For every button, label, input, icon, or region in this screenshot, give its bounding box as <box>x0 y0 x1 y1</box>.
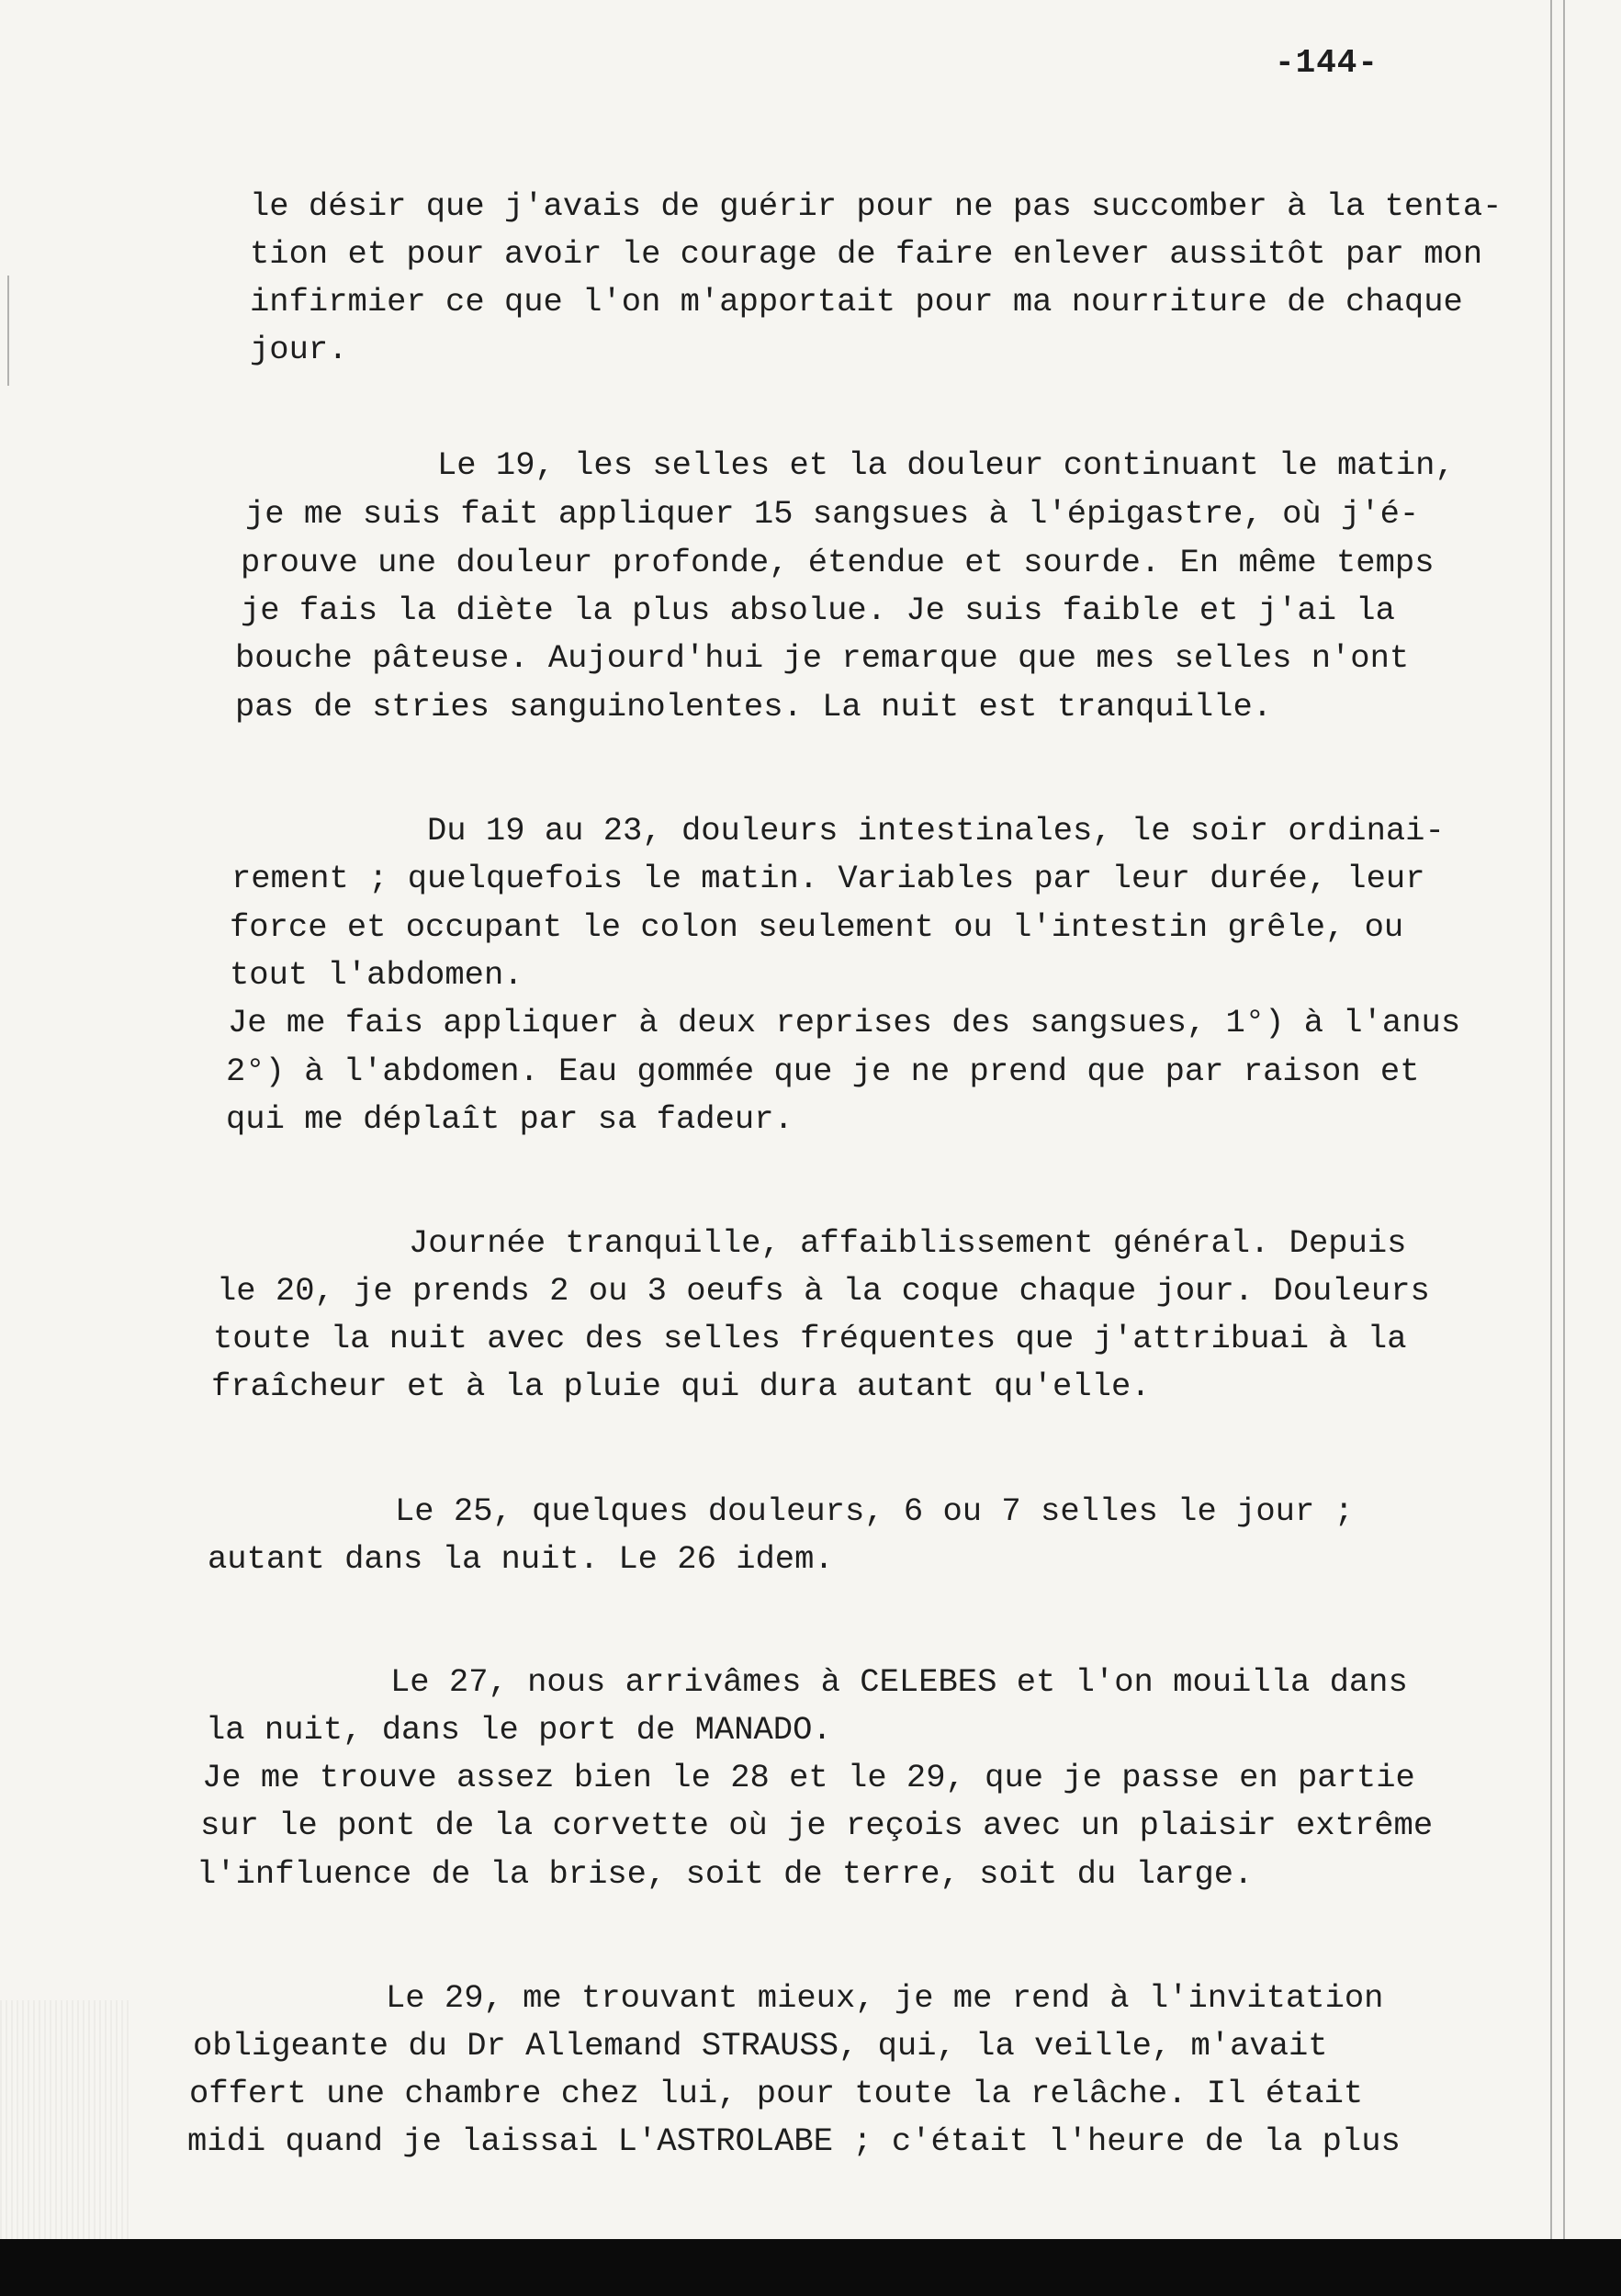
text-line: tion et pour avoir le courage de faire enlever aussitôt par mon <box>250 235 1483 273</box>
scan-edge-line <box>1563 0 1565 2241</box>
text-line: obligeante du Dr Allemand STRAUSS, qui, la veille, m'avait <box>193 2027 1328 2065</box>
scan-edge-line <box>7 276 9 386</box>
text-line: autant dans la nuit. Le 26 idem. <box>208 1540 834 1578</box>
text-line: Le 29, me trouvant mieux, je me rend à l'invitation <box>386 1979 1384 2017</box>
scan-edge-line <box>1550 0 1552 2241</box>
text-line: force et occupant le colon seulement ou l'intestin grêle, ou <box>230 908 1404 946</box>
text-line: le 20, je prends 2 ou 3 oeufs à la coque chaque jour. Douleurs <box>217 1272 1430 1310</box>
text-line: toute la nuit avec des selles fréquentes que j'attribuai à la <box>213 1320 1407 1357</box>
text-line: Journée tranquille, affaiblissement général. Depuis <box>409 1224 1407 1262</box>
text-line: prouve une douleur profonde, étendue et sourde. En même temps <box>241 544 1435 581</box>
text-line: pas de stries sanguinolentes. La nuit est tranquille. <box>235 688 1273 726</box>
text-line: midi quand je laissai L'ASTROLABE ; c'était l'heure de la plus <box>187 2122 1401 2160</box>
scan-bottom-border <box>0 2239 1621 2296</box>
text-line: tout l'abdomen. <box>230 956 523 994</box>
scan-noise <box>0 2000 129 2239</box>
text-line: offert une chambre chez lui, pour toute la relâche. Il était <box>189 2075 1364 2112</box>
page-number: -144- <box>1275 44 1379 82</box>
text-line: Du 19 au 23, douleurs intestinales, le soir ordinai- <box>427 812 1445 850</box>
text-line: jour. <box>250 331 348 368</box>
text-line: infirmier ce que l'on m'apportait pour ma nourriture de chaque <box>250 283 1463 321</box>
text-line: sur le pont de la corvette où je reçois avec un plaisir extrême <box>200 1806 1434 1844</box>
text-line: Le 19, les selles et la douleur continuant le matin, <box>437 446 1455 484</box>
text-line: fraîcheur et à la pluie qui dura autant qu'elle. <box>211 1367 1151 1405</box>
text-line: Le 25, quelques douleurs, 6 ou 7 selles le jour ; <box>395 1492 1354 1530</box>
text-line: 2°) à l'abdomen. Eau gommée que je ne prend que par raison et <box>226 1052 1420 1090</box>
text-line: rement ; quelquefois le matin. Variables par leur durée, leur <box>231 860 1425 897</box>
text-line: Je me fais appliquer à deux reprises des sangsues, 1°) à l'anus <box>228 1004 1461 1041</box>
text-line: je fais la diète la plus absolue. Je suis faible et j'ai la <box>241 591 1395 629</box>
text-line: Le 27, nous arrivâmes à CELEBES et l'on mouilla dans <box>390 1663 1408 1701</box>
text-line: je me suis fait appliquer 15 sangsues à l'épigastre, où j'é- <box>245 495 1420 533</box>
text-line: la nuit, dans le port de MANADO. <box>206 1711 832 1749</box>
text-line: bouche pâteuse. Aujourd'hui je remarque que mes selles n'ont <box>235 639 1410 677</box>
text-line: l'influence de la brise, soit de terre, soit du large. <box>197 1855 1254 1893</box>
text-line: le désir que j'avais de guérir pour ne pas succomber à la tenta- <box>250 187 1503 225</box>
text-line: qui me déplaît par sa fadeur. <box>226 1100 794 1138</box>
text-line: Je me trouve assez bien le 28 et le 29, que je passe en partie <box>202 1759 1415 1796</box>
